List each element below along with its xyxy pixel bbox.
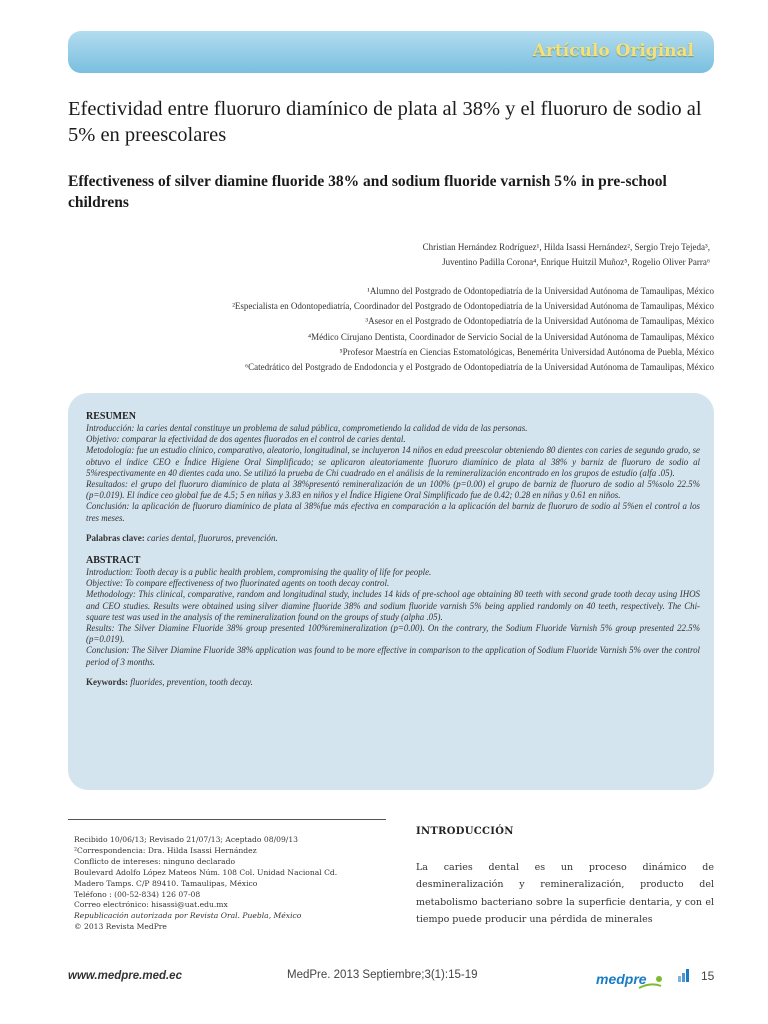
affiliation-item: ⁶Catedrático del Postgrado de Endodoncia y el Postgrado de Odontopediatría de la Universidad Autónoma de Tamaulipas, México: [245, 362, 714, 373]
affiliation-item: ⁴Médico Cirujano Dentista, Coordinador de Servicio Social de la Universidad Autónoma de Tamaulipas, México: [307, 331, 714, 342]
introduccion-text: La caries dental es un proceso dinámico de desmineralización y remineralización, producto del metabolismo bacteriano sobre la superficie dentaria, y con el tiempo puede producir una pérdida de minerales: [416, 862, 714, 925]
address-line: Madero Tamps. C/P 89410. Tamaulipas, México: [74, 878, 258, 888]
abstract-keywords: [86, 677, 700, 688]
resumen-results: Resultados: el grupo del fluoruro diamínico de plata al 38%presentó remineralización de un 100% (p=0.00) el grupo de barniz de fluoruro de sodio al 5%solo 22.5%(p=0.019). El índice ceo global fue de 4.5; 5 en niñas y 3.83 en niños y el Índice Higiene Oral Simplificado fue de 0.42; 0.28 en niñas y 0.61 en niños.: [86, 479, 700, 501]
document-icon: [677, 967, 691, 983]
resumen-keywords: [86, 533, 700, 544]
copyright: © 2013 Revista MedPre: [74, 922, 167, 932]
medpre-logo: [595, 962, 667, 994]
affiliation-item: ⁵Profesor Maestría en Ciencias Estomatológicas, Benemérita Universidad Autónoma de Puebla, México: [339, 346, 714, 357]
abstract-conclusion: Conclusion: The Silver Diamine Fluoride 38% application was found to be more effective in comparison to the application of Sodium Fluoride Varnish 5% over the control period of 3 months.: [86, 645, 700, 667]
resumen-introduction: Introducción: la caries dental constituye un problema de salud pública, comprometiendo la calidad de vida de las personas.: [86, 423, 528, 433]
footnotes: [74, 835, 394, 933]
republication-note: Republicación autorizada por Revista Oral. Puebla, México: [74, 911, 302, 921]
resumen-conclusion: Conclusión: la aplicación de fluoruro diamínico de plata al 38%fue más efectiva en comparación a la aplicación del barniz de fluoruro de sodio al 5%en el control a los tres meses.: [86, 501, 700, 523]
abstract-content: [86, 411, 700, 688]
section-header-bar: [68, 31, 714, 73]
footnote-divider: [68, 819, 386, 820]
affiliation-item: ³Asesor en el Postgrado de Odontopediatría de la Universidad Autónoma de Tamaulipas, México: [365, 316, 714, 327]
article-title-english: Effectiveness of silver diamine fluoride 38% and sodium fluoride varnish 5% in pre-school childrens: [68, 173, 667, 211]
resumen-heading: RESUMEN: [86, 411, 137, 422]
keywords-text: caries dental, fluoruros, prevención.: [147, 532, 278, 543]
affiliation-list: [68, 284, 714, 375]
page-number: 15: [701, 969, 715, 983]
keywords-label: Keywords:: [86, 676, 128, 687]
abstract-introduction: Introduction: Tooth decay is a public health problem, compromising the quality of life for people.: [86, 567, 432, 578]
author-line: Juventino Padilla Corona⁴, Enrique Huitzil Muñoz⁵, Rogelio Oliver Parra⁶: [442, 257, 710, 267]
keywords-text: fluorides, prevention, tooth decay.: [130, 676, 253, 687]
abstract-results: Results: The Silver Diamine Fluoride 38% group presented 100%remineralization (p=0.00). On the contrary, the Sodium Fluoride Varnish 5% group presented 22.5%(p=0.019).: [86, 623, 700, 645]
email: Correo electrónico: hisassi@uat.edu.mx: [74, 900, 228, 910]
section-label: Artículo Original: [532, 41, 694, 61]
article-title-spanish: Efectividad entre fluoruro diamínico de plata al 38% y el fluoruro de sodio al 5% en preescolares: [68, 98, 702, 146]
resumen-objective: Objetivo: comparar la efectividad de dos agentes fluorados en el control de caries dental.: [86, 434, 406, 445]
affiliation-item: ¹Alumno del Postgrado de Odontopediatría de la Universidad Autónoma de Tamaulipas, México: [367, 286, 714, 296]
resumen-methodology: Metodología: fue un estudio clínico, comparativo, aleatorio, longitudinal, se incluyeron 14 niños en edad preescolar obteniendo 80 dientes con caries de segundo grado, se obtuvo el índice CEO e Índice Higiene Oral Simplificado; se aplicaron aleatoriamente fluoruro diamínico de plata al 38% y barniz de fluoruro de sodio al 5%respectivamente en 40 dientes cada uno. Se utilizó la prueba de Chi cuadrado en el análisis de la remineralización encontrado en los grupos de estudio (alfa .05).: [86, 445, 700, 478]
author-line: Christian Hernández Rodríguez¹, Hilda Isassi Hernández², Sergio Trejo Tejeda³,: [422, 242, 710, 252]
abstract-box: [68, 393, 714, 790]
received-dates: Recibido 10/06/13; Revisado 21/07/13; Aceptado 08/09/13: [74, 835, 299, 844]
abstract-heading: ABSTRACT: [86, 555, 141, 567]
address-line: Boulevard Adolfo López Mateos Núm. 108 Col. Unidad Nacional Cd.: [74, 867, 338, 877]
journal-citation: MedPre. 2013 Septiembre;3(1):15-19: [287, 969, 478, 981]
journal-url[interactable]: www.medpre.med.ec: [68, 970, 182, 982]
correspondence: ²Correspondencia: Dra. Hilda Isassi Hernández: [74, 845, 257, 855]
affiliation-item: ²Especialista en Odontopediatría, Coordinador del Postgrado de Odontopediatría de la Universidad Autónoma de Tamaulipas, México: [232, 301, 714, 312]
author-list: [300, 240, 710, 270]
abstract-objective: Objective: To compare effectiveness of two fluorinated agents on tooth decay control.: [86, 578, 390, 589]
phone: Teléfono : (00-52-834) 126 07-08: [74, 889, 201, 899]
conflict-of-interest: Conflicto de intereses: ninguno declarado: [74, 856, 236, 866]
logo-text: medpre: [596, 971, 647, 987]
introduccion-heading: INTRODUCCIÓN: [416, 826, 514, 837]
abstract-methodology: Methodology: This clinical, comparative, random and longitudinal study, includes 14 kids of pre-school age obtaining 80 teeth with second grade tooth decay using IHOS and CEO studies. Results were obtained using silver diamine fluoride 38% and sodium fluoride varnish 5% being applied randomly on 40 teeth, respectively. The Chi-square test was used in the analysis of the remineralization found on the groups of study (alpha .05).: [86, 589, 700, 622]
keywords-label: Palabras clave:: [86, 532, 145, 543]
